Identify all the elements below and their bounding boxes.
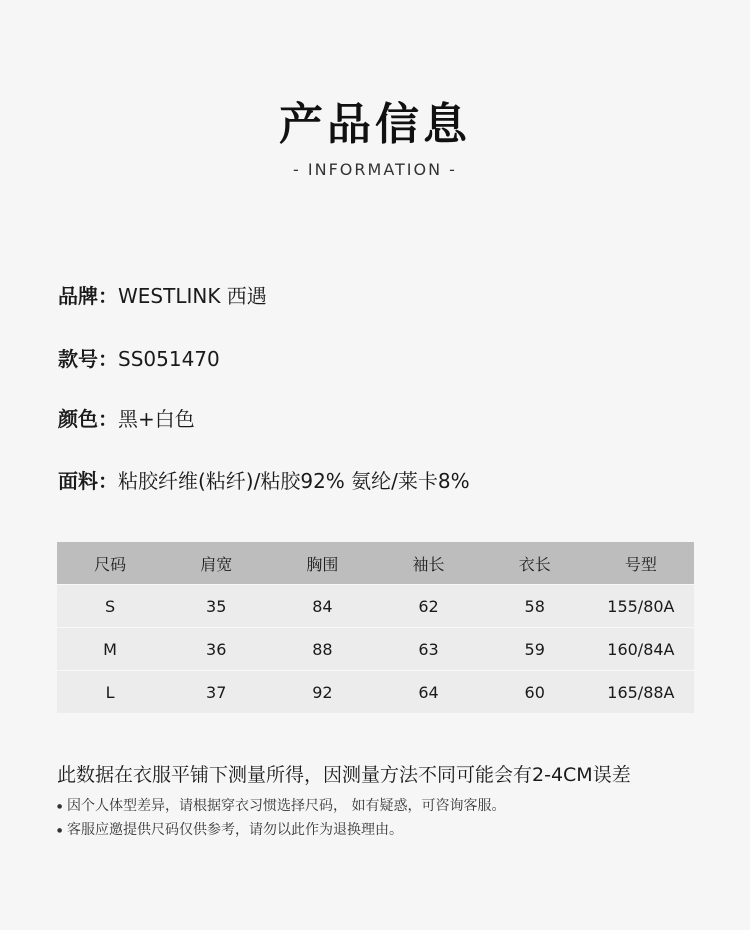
table-cell: 155/80A bbox=[588, 585, 694, 628]
note-item bbox=[57, 819, 403, 839]
table-cell: 37 bbox=[163, 671, 269, 714]
table-cell: 84 bbox=[269, 585, 375, 628]
page-title: 产品信息 bbox=[279, 99, 471, 150]
info-fabric-value: 粘胶纤维(粘纤)/粘胶92% 氨纶/莱卡8% bbox=[118, 469, 470, 493]
table-cell: 160/84A bbox=[588, 628, 694, 671]
info-fabric bbox=[58, 465, 470, 494]
info-brand-value: WESTLINK 西遇 bbox=[118, 284, 267, 308]
header-shoulder: 肩宽 bbox=[163, 542, 269, 585]
note-item bbox=[57, 795, 505, 815]
size-table-header bbox=[57, 542, 694, 585]
header-length: 衣长 bbox=[482, 542, 588, 585]
page-subtitle: - INFORMATION - bbox=[293, 160, 457, 179]
table-cell: 88 bbox=[269, 628, 375, 671]
info-style-number-label: 款号： bbox=[58, 347, 118, 371]
table-cell: 62 bbox=[375, 585, 481, 628]
header-chest: 胸围 bbox=[269, 542, 375, 585]
table-cell: 36 bbox=[163, 628, 269, 671]
table-cell: 92 bbox=[269, 671, 375, 714]
info-brand-label: 品牌： bbox=[58, 284, 118, 308]
info-style-number-value: SS051470 bbox=[118, 347, 220, 371]
table-cell: S bbox=[57, 585, 163, 628]
info-color bbox=[58, 403, 195, 432]
info-fabric-label: 面料： bbox=[58, 469, 118, 493]
note-text: 客服应邀提供尺码仅供参考，请勿以此作为退换理由。 bbox=[67, 822, 403, 838]
table-row bbox=[57, 585, 694, 628]
table-cell: 59 bbox=[482, 628, 588, 671]
bullet-icon: ● bbox=[57, 802, 63, 810]
table-cell: M bbox=[57, 628, 163, 671]
bullet-icon: ● bbox=[57, 826, 63, 834]
table-cell: 64 bbox=[375, 671, 481, 714]
table-row bbox=[57, 628, 694, 671]
table-cell: L bbox=[57, 671, 163, 714]
measurement-note: 此数据在衣服平铺下测量所得，因测量方法不同可能会有2-4CM误差 bbox=[57, 764, 631, 786]
table-row bbox=[57, 671, 694, 714]
info-color-label: 颜色： bbox=[58, 407, 118, 431]
table-cell: 60 bbox=[482, 671, 588, 714]
header-fit: 号型 bbox=[588, 542, 694, 585]
table-cell: 165/88A bbox=[588, 671, 694, 714]
info-style-number bbox=[58, 343, 220, 372]
note-text: 因个人体型差异，请根据穿衣习惯选择尺码， 如有疑惑，可咨询客服。 bbox=[67, 798, 506, 814]
table-cell: 58 bbox=[482, 585, 588, 628]
header-size: 尺码 bbox=[57, 542, 163, 585]
table-cell: 63 bbox=[375, 628, 481, 671]
table-cell: 35 bbox=[163, 585, 269, 628]
info-brand bbox=[58, 280, 267, 309]
info-color-value: 黑+白色 bbox=[118, 407, 195, 431]
header-sleeve: 袖长 bbox=[375, 542, 481, 585]
size-table bbox=[57, 542, 694, 713]
